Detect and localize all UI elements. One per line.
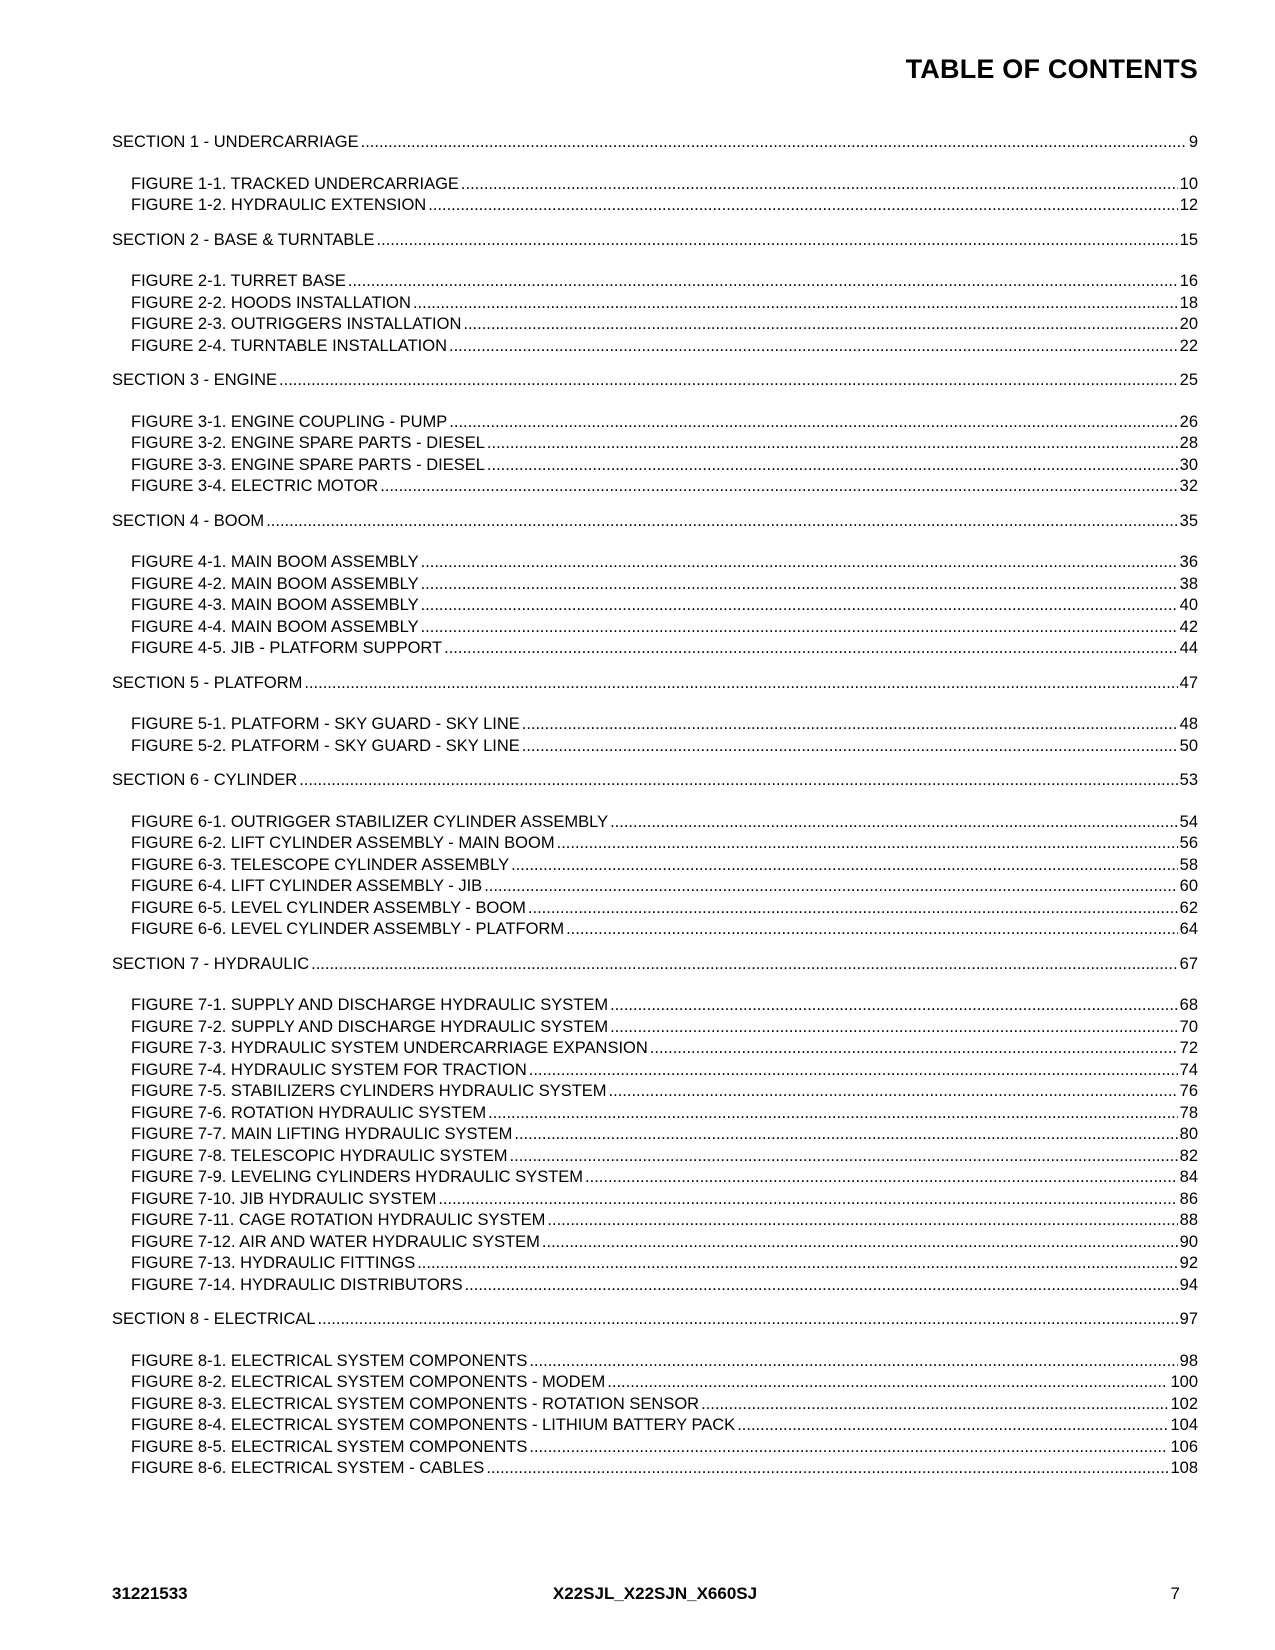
toc-figure-entry[interactable] [112, 617, 1198, 639]
page-reference: 70 [1179, 1017, 1198, 1036]
figure-title: FIGURE 4-4. MAIN BOOM ASSEMBLY [131, 617, 419, 636]
toc-figure-entry[interactable] [112, 1232, 1198, 1254]
figure-title: FIGURE 2-3. OUTRIGGERS INSTALLATION [131, 315, 462, 333]
dot-leader [377, 230, 1178, 252]
section-title: SECTION 2 - BASE & TURNTABLE [112, 230, 375, 249]
section-title: SECTION 7 - HYDRAULIC [112, 954, 310, 973]
toc-section-block [112, 673, 1198, 758]
dot-leader [522, 736, 1178, 758]
toc-figure-entry[interactable] [112, 574, 1198, 596]
toc-section-block [112, 230, 1198, 358]
dot-leader [465, 1275, 1178, 1297]
page-footer [112, 1584, 1198, 1606]
figure-title: FIGURE 7-2. SUPPLY AND DISCHARGE HYDRAULIC SYSTEM [131, 1017, 609, 1036]
dot-leader [607, 1372, 1168, 1394]
dot-leader [486, 1458, 1168, 1480]
dot-leader [566, 919, 1178, 941]
dot-leader [421, 552, 1178, 574]
page-reference: 10 [1179, 174, 1198, 193]
page-reference: 53 [1179, 771, 1198, 789]
toc-figure-entry[interactable] [112, 174, 1198, 196]
page-reference: 25 [1179, 371, 1198, 389]
page-reference: 16 [1179, 272, 1198, 290]
page-reference: 104 [1170, 1416, 1198, 1434]
toc-figure-entry[interactable] [112, 995, 1198, 1017]
toc-figure-entry[interactable] [112, 1253, 1198, 1275]
page-reference: 28 [1179, 434, 1198, 452]
figure-title: FIGURE 3-2. ENGINE SPARE PARTS - DIESEL [131, 434, 485, 452]
toc-figure-entry[interactable] [112, 876, 1198, 898]
toc-section-entry[interactable] [112, 511, 1198, 533]
figure-title: FIGURE 7-7. MAIN LIFTING HYDRAULIC SYSTEM [131, 1125, 513, 1143]
dot-leader [449, 336, 1178, 358]
figure-title: FIGURE 7-4. HYDRAULIC SYSTEM FOR TRACTION [131, 1060, 527, 1079]
toc-figure-entry[interactable] [112, 898, 1198, 920]
figure-title: FIGURE 4-3. MAIN BOOM ASSEMBLY [131, 596, 419, 614]
page-reference: 78 [1179, 1103, 1198, 1122]
page-reference: 100 [1170, 1373, 1198, 1391]
page-reference: 22 [1179, 336, 1198, 355]
figure-title: FIGURE 6-3. TELESCOPE CYLINDER ASSEMBLY [131, 855, 510, 874]
page-reference: 30 [1179, 455, 1198, 474]
page-reference: 90 [1179, 1232, 1198, 1251]
toc-figure-entry[interactable] [112, 195, 1198, 217]
figure-title: FIGURE 6-1. OUTRIGGER STABILIZER CYLINDER ASSEMBLY [131, 812, 609, 831]
toc-figure-entry[interactable] [112, 412, 1198, 434]
figure-title: FIGURE 7-3. HYDRAULIC SYSTEM UNDERCARRIAGE EXPANSION [131, 1039, 648, 1057]
page-reference: 38 [1179, 574, 1198, 593]
dot-leader [444, 638, 1178, 660]
figure-title: FIGURE 7-5. STABILIZERS CYLINDERS HYDRAULIC SYSTEM [131, 1082, 607, 1100]
dot-leader [514, 1124, 1177, 1146]
figure-title: FIGURE 6-5. LEVEL CYLINDER ASSEMBLY - BOOM [131, 898, 526, 917]
toc-section-entry[interactable] [112, 132, 1198, 154]
page-reference: 36 [1179, 553, 1198, 571]
page-title: TABLE OF CONTENTS [905, 54, 1198, 84]
figure-title: FIGURE 8-3. ELECTRICAL SYSTEM COMPONENTS - ROTATION SENSOR [131, 1394, 700, 1413]
page-reference: 108 [1170, 1459, 1198, 1477]
toc-figure-entry[interactable] [112, 1210, 1198, 1232]
figure-title: FIGURE 5-2. PLATFORM - SKY GUARD - SKY LINE [131, 736, 520, 755]
dot-leader [488, 1103, 1178, 1125]
page-reference: 72 [1179, 1039, 1198, 1057]
dot-leader [279, 370, 1178, 392]
toc-section-entry[interactable] [112, 370, 1198, 392]
dot-leader [610, 812, 1178, 834]
dot-leader [528, 898, 1178, 920]
model-code: X22SJL_X22SJN_X660SJ [552, 1584, 758, 1603]
dot-leader [737, 1415, 1168, 1437]
dot-leader [449, 412, 1177, 434]
toc-figure-entry[interactable] [112, 855, 1198, 877]
toc-figure-entry[interactable] [112, 271, 1198, 293]
page-reference: 84 [1179, 1168, 1198, 1186]
page-reference: 97 [1179, 1310, 1198, 1328]
dot-leader [510, 1146, 1178, 1168]
toc-figure-entry[interactable] [112, 833, 1198, 855]
dot-leader [438, 1189, 1177, 1211]
section-title: SECTION 6 - CYLINDER [112, 771, 298, 789]
toc-figure-entry[interactable] [112, 476, 1198, 498]
page-reference: 48 [1179, 715, 1198, 733]
figure-title: FIGURE 2-2. HOODS INSTALLATION [131, 293, 411, 312]
section-title: SECTION 1 - UNDERCARRIAGE [112, 133, 359, 151]
toc-section-entry[interactable] [112, 673, 1198, 695]
dot-leader [542, 1232, 1178, 1254]
dot-leader [417, 1253, 1177, 1275]
dot-leader [421, 574, 1178, 596]
dot-leader [421, 595, 1178, 617]
page-reference: 94 [1179, 1275, 1198, 1294]
toc-figure-entry[interactable] [112, 1415, 1198, 1437]
figure-title: FIGURE 3-1. ENGINE COUPLING - PUMP [131, 412, 448, 431]
toc-figure-entry[interactable] [112, 455, 1198, 477]
toc-figure-entry[interactable] [112, 812, 1198, 834]
figure-title: FIGURE 6-2. LIFT CYLINDER ASSEMBLY - MAIN BOOM [131, 834, 555, 852]
section-title: SECTION 5 - PLATFORM [112, 673, 303, 692]
toc-figure-entry[interactable] [112, 1060, 1198, 1082]
figure-title: FIGURE 4-2. MAIN BOOM ASSEMBLY [131, 574, 419, 593]
dot-leader [380, 476, 1177, 498]
page-reference: 35 [1179, 511, 1198, 530]
page-reference: 86 [1179, 1189, 1198, 1208]
dot-leader [421, 617, 1178, 639]
dot-leader [311, 954, 1178, 976]
toc-section-block [112, 370, 1198, 498]
page-reference: 12 [1179, 196, 1198, 214]
dot-leader [487, 433, 1178, 455]
dot-leader [299, 770, 1177, 792]
page-reference: 9 [1188, 133, 1198, 151]
page-reference: 42 [1179, 617, 1198, 636]
dot-leader [522, 714, 1178, 736]
page-reference: 20 [1179, 315, 1198, 333]
page-reference: 68 [1179, 996, 1198, 1014]
toc-figure-entry[interactable] [112, 919, 1198, 941]
dot-leader [266, 511, 1177, 533]
page-reference: 64 [1179, 920, 1198, 938]
toc-figure-entry[interactable] [112, 1017, 1198, 1039]
dot-leader [701, 1394, 1168, 1416]
dot-leader [585, 1167, 1178, 1189]
dot-leader [428, 195, 1177, 217]
dot-leader [557, 833, 1178, 855]
page-reference: 54 [1179, 812, 1198, 831]
figure-title: FIGURE 8-1. ELECTRICAL SYSTEM COMPONENTS [131, 1351, 528, 1370]
toc-section-entry[interactable] [112, 954, 1198, 976]
page-reference: 62 [1179, 898, 1198, 917]
figure-title: FIGURE 7-8. TELESCOPIC HYDRAULIC SYSTEM [131, 1146, 508, 1165]
toc-figure-entry[interactable] [112, 1275, 1198, 1297]
page-reference: 32 [1179, 477, 1198, 495]
dot-leader [529, 1060, 1178, 1082]
figure-title: FIGURE 7-6. ROTATION HYDRAULIC SYSTEM [131, 1103, 487, 1122]
toc-figure-entry[interactable] [112, 595, 1198, 617]
toc-section-entry[interactable] [112, 770, 1198, 792]
dot-leader [304, 673, 1177, 695]
figure-title: FIGURE 6-6. LEVEL CYLINDER ASSEMBLY - PLATFORM [131, 920, 565, 938]
toc-section-block [112, 770, 1198, 941]
page-reference: 88 [1179, 1211, 1198, 1229]
toc-figure-entry[interactable] [112, 1038, 1198, 1060]
toc-figure-entry[interactable] [112, 314, 1198, 336]
toc-figure-entry[interactable] [112, 638, 1198, 660]
page-reference: 44 [1179, 639, 1198, 657]
dot-leader [547, 1210, 1177, 1232]
toc-section-entry[interactable] [112, 1309, 1198, 1331]
figure-title: FIGURE 1-2. HYDRAULIC EXTENSION [131, 196, 427, 214]
dot-leader [487, 455, 1178, 477]
figure-title: FIGURE 8-4. ELECTRICAL SYSTEM COMPONENTS - LITHIUM BATTERY PACK [131, 1416, 736, 1434]
dot-leader [511, 855, 1178, 877]
figure-title: FIGURE 7-10. JIB HYDRAULIC SYSTEM [131, 1189, 437, 1208]
figure-title: FIGURE 2-4. TURNTABLE INSTALLATION [131, 336, 448, 355]
page-reference: 56 [1179, 834, 1198, 852]
page-reference: 60 [1179, 877, 1198, 895]
toc-section-block [112, 1309, 1198, 1480]
page-reference: 40 [1179, 596, 1198, 614]
dot-leader [318, 1309, 1178, 1331]
figure-title: FIGURE 6-4. LIFT CYLINDER ASSEMBLY - JIB [131, 877, 483, 895]
page-reference: 98 [1179, 1351, 1198, 1370]
page-reference: 50 [1179, 736, 1198, 755]
figure-title: FIGURE 3-3. ENGINE SPARE PARTS - DIESEL [131, 455, 485, 474]
page-reference: 15 [1179, 230, 1198, 249]
page-reference: 102 [1170, 1394, 1198, 1413]
toc-figure-entry[interactable] [112, 552, 1198, 574]
dot-leader [463, 314, 1177, 336]
toc-section-block [112, 132, 1198, 217]
page-reference: 80 [1179, 1125, 1198, 1143]
section-title: SECTION 8 - ELECTRICAL [112, 1310, 316, 1328]
dot-leader [650, 1038, 1178, 1060]
figure-title: FIGURE 4-1. MAIN BOOM ASSEMBLY [131, 553, 419, 571]
page-reference: 26 [1179, 412, 1198, 431]
toc-figure-entry[interactable] [112, 714, 1198, 736]
figure-title: FIGURE 8-5. ELECTRICAL SYSTEM COMPONENTS [131, 1437, 528, 1456]
dot-leader [529, 1351, 1177, 1373]
figure-title: FIGURE 3-4. ELECTRIC MOTOR [131, 477, 379, 495]
toc-figure-entry[interactable] [112, 433, 1198, 455]
dot-leader [461, 174, 1178, 196]
page-reference: 74 [1179, 1060, 1198, 1079]
toc-figure-entry[interactable] [112, 1103, 1198, 1125]
dot-leader [610, 1017, 1178, 1039]
dot-leader [413, 293, 1178, 315]
toc-figure-entry[interactable] [112, 1394, 1198, 1416]
section-title: SECTION 3 - ENGINE [112, 371, 278, 389]
page-number: 7 [1170, 1584, 1180, 1603]
toc-figure-entry[interactable] [112, 293, 1198, 315]
figure-title: FIGURE 7-13. HYDRAULIC FITTINGS [131, 1254, 416, 1272]
toc-figure-entry[interactable] [112, 1437, 1198, 1459]
figure-title: FIGURE 7-12. AIR AND WATER HYDRAULIC SYSTEM [131, 1232, 540, 1251]
table-of-contents [112, 132, 1198, 1493]
toc-section-block [112, 511, 1198, 660]
figure-title: FIGURE 5-1. PLATFORM - SKY GUARD - SKY LINE [131, 715, 520, 733]
dot-leader [484, 876, 1177, 898]
page-reference: 47 [1179, 673, 1198, 692]
dot-leader [361, 132, 1187, 154]
figure-title: FIGURE 4-5. JIB - PLATFORM SUPPORT [131, 639, 443, 657]
toc-figure-entry[interactable] [112, 1458, 1198, 1480]
dot-leader [529, 1437, 1168, 1459]
toc-figure-entry[interactable] [112, 736, 1198, 758]
page-reference: 58 [1179, 855, 1198, 874]
figure-title: FIGURE 8-2. ELECTRICAL SYSTEM COMPONENTS - MODEM [131, 1373, 606, 1391]
toc-figure-entry[interactable] [112, 336, 1198, 358]
figure-title: FIGURE 7-9. LEVELING CYLINDERS HYDRAULIC SYSTEM [131, 1168, 584, 1186]
figure-title: FIGURE 7-14. HYDRAULIC DISTRIBUTORS [131, 1275, 463, 1294]
toc-figure-entry[interactable] [112, 1167, 1198, 1189]
document-number: 31221533 [112, 1584, 188, 1603]
figure-title: FIGURE 7-11. CAGE ROTATION HYDRAULIC SYSTEM [131, 1211, 546, 1229]
section-title: SECTION 4 - BOOM [112, 511, 265, 530]
dot-leader [609, 1081, 1178, 1103]
page-reference: 82 [1179, 1146, 1198, 1165]
figure-title: FIGURE 2-1. TURRET BASE [131, 272, 346, 290]
toc-figure-entry[interactable] [112, 1372, 1198, 1394]
toc-section-entry[interactable] [112, 230, 1198, 252]
figure-title: FIGURE 7-1. SUPPLY AND DISCHARGE HYDRAULIC SYSTEM [131, 996, 609, 1014]
figure-title: FIGURE 1-1. TRACKED UNDERCARRIAGE [131, 174, 459, 193]
toc-section-block [112, 954, 1198, 1297]
page-reference: 18 [1179, 293, 1198, 312]
toc-figure-entry[interactable] [112, 1351, 1198, 1373]
dot-leader [610, 995, 1178, 1017]
page-reference: 106 [1170, 1437, 1198, 1456]
toc-figure-entry[interactable] [112, 1124, 1198, 1146]
toc-figure-entry[interactable] [112, 1081, 1198, 1103]
toc-figure-entry[interactable] [112, 1189, 1198, 1211]
toc-figure-entry[interactable] [112, 1146, 1198, 1168]
page-reference: 92 [1179, 1254, 1198, 1272]
page-reference: 67 [1179, 954, 1198, 973]
figure-title: FIGURE 8-6. ELECTRICAL SYSTEM - CABLES [131, 1459, 485, 1477]
page-reference: 76 [1179, 1082, 1198, 1100]
dot-leader [348, 271, 1178, 293]
